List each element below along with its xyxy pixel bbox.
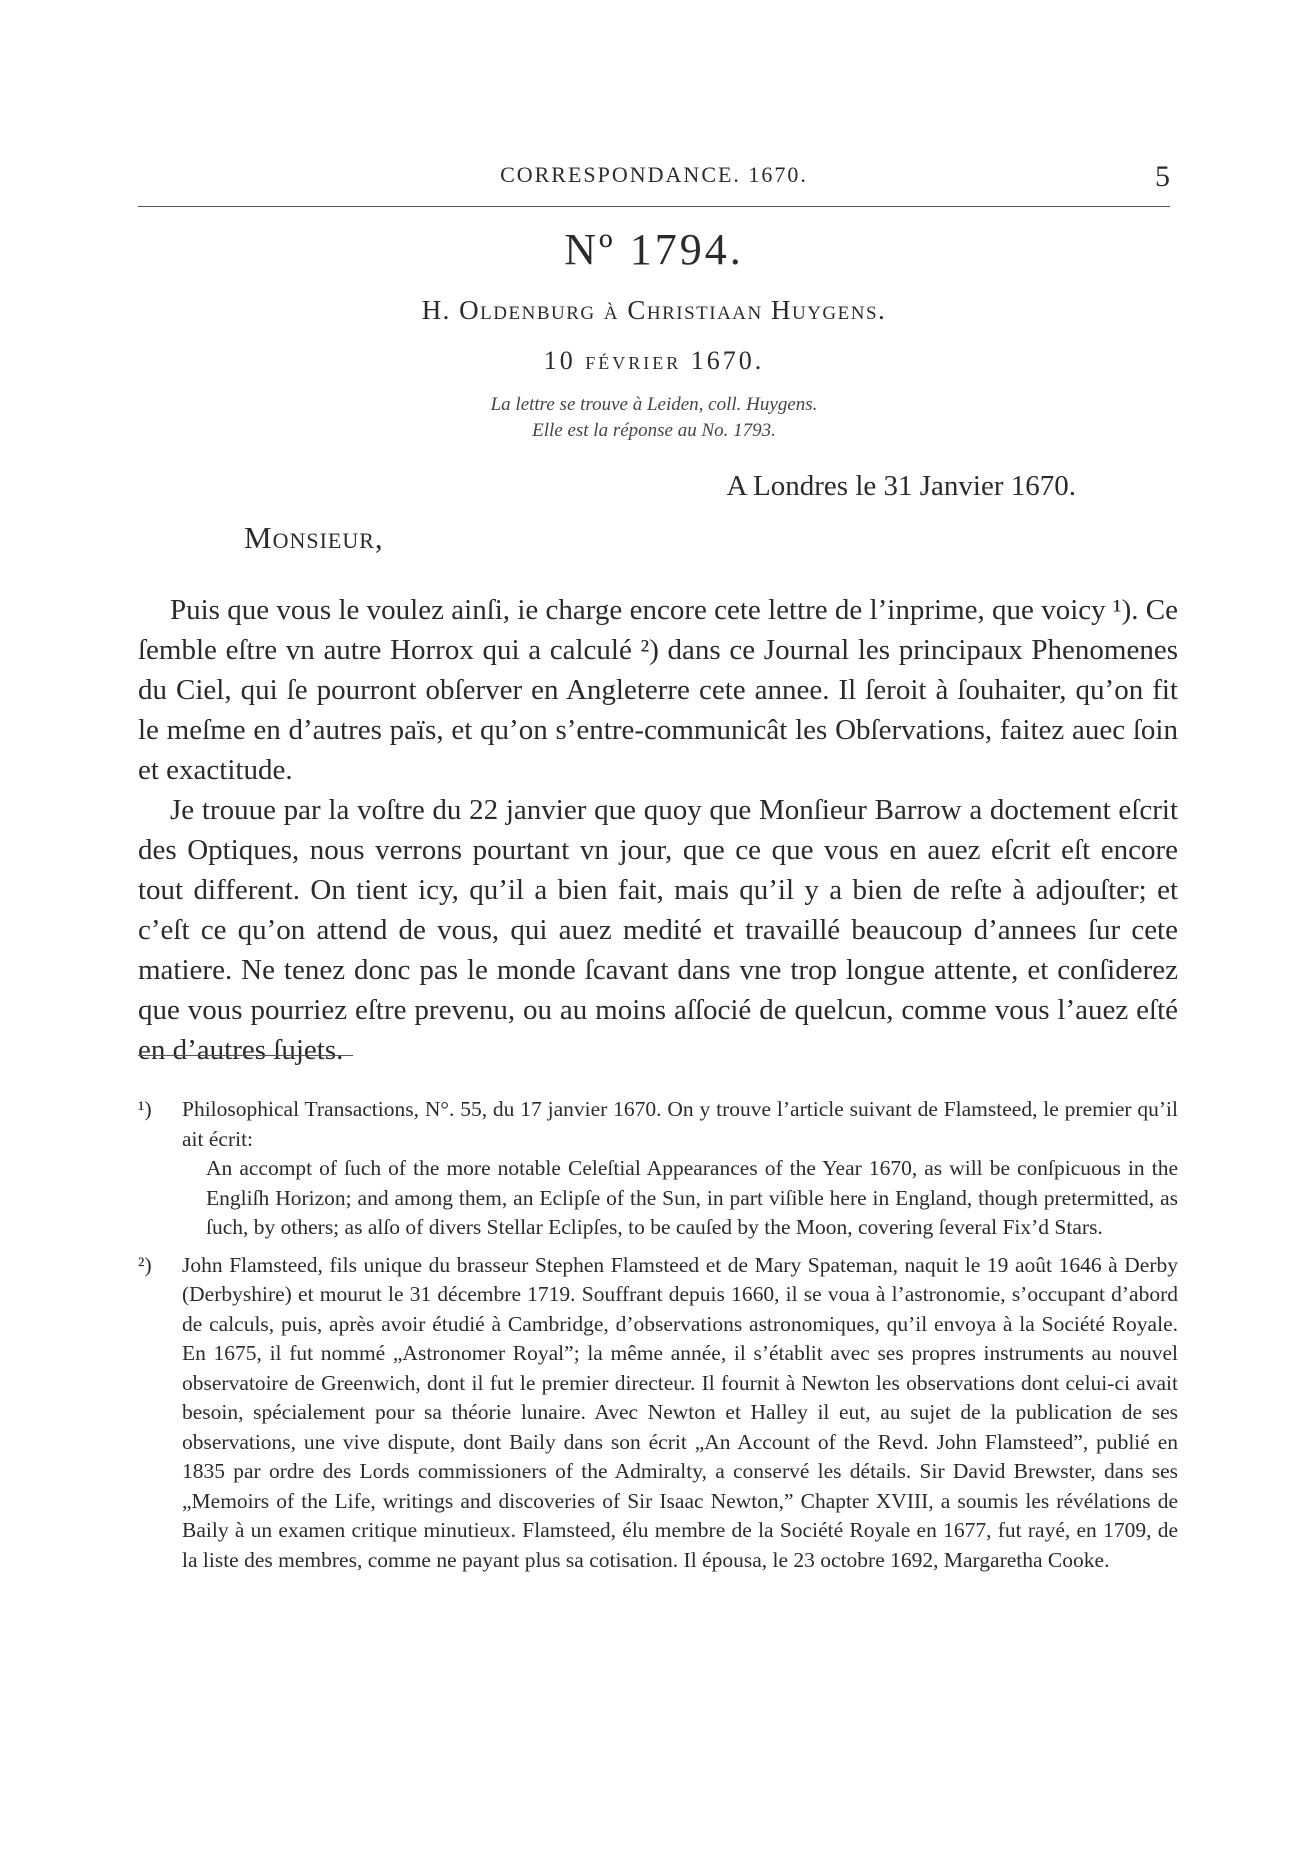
header-rule [138, 206, 1170, 207]
footnote-rule [138, 1055, 353, 1056]
running-title: CORRESPONDANCE. 1670. [500, 162, 808, 187]
source-line-2: Elle est la réponse au No. 1793. [532, 420, 776, 441]
footnote-marker: ²) [138, 1252, 152, 1277]
letter-number: Nº 1794. [564, 225, 744, 274]
page-number: 5 [1155, 160, 1170, 193]
source-line-1: La lettre se trouve à Leiden, coll. Huygens. [490, 394, 818, 415]
footnote-text: Philosophical Transactions, N°. 55, du 17 janvier 1670. On y trouve l’article suivant de Flamsteed, le premier qu’il ait écrit: [182, 1097, 1178, 1151]
footnote-1 [138, 1095, 1178, 1243]
letter-body [138, 590, 1178, 1070]
footnotes [138, 1095, 1178, 1575]
footnote-quote: An accompt of ſuch of the more notable Celeſtial Appearances of the Year 1670, as will be conſpicuous in the Engliſh Horizon; and among them, an Eclipſe of the Sun, in part viſible here in England, though pretermitted, as ſuch, by others; as alſo of divers Stellar Eclipſes, to be cauſed by the Moon, covering ſeveral Fix’d Stars. [206, 1156, 1178, 1239]
place-date: A Londres le 31 Janvier 1670. [726, 470, 1076, 502]
footnote-marker: ¹) [138, 1097, 152, 1121]
salutation: Monsieur, [244, 520, 384, 555]
letter-date: 10 février 1670. [543, 346, 765, 375]
footnote-2 [138, 1251, 1178, 1576]
footnote-text: John Flamsteed, fils unique du brasseur Stephen Flamsteed et de Mary Spateman, naquit le 19 août 1646 à Derby (Derbyshire) et mourut le 31 décembre 1719. Souffrant depuis 1660, il se voua à l’astronomie, s’occupant d’abord de calculs, puis, après avoir étudié à Cambridge, d’observations astronomiques, qu’il envoya à la Société Royale. En 1675, il fut nommé „Astronomer Royal”; la même année, il s’établit avec ses propres instruments au nouvel observatoire de Greenwich, dont il fut le premier directeur. Il fournit à Newton les observations dont celui-ci avait besoin, spécialement pour sa théorie lunaire. Avec Newton et Halley il eut, au sujet de la publication de ses observations, une vive dispute, dont Baily dans son écrit „An Account of the Revd. John Flamsteed”, publié en 1835 par ordre des Lords commissioners of the Admiralty, a conservé les détails. Sir David Brewster, dans ses „Memoirs of the Life, writings and discoveries of Sir Isaac Newton,” Chapter XVIII, a soumis les révélations de Baily à un examen critique minutieux. Flamsteed, élu membre de la Société Royale en 1677, fut rayé, en 1709, de la liste des membres, comme ne payant plus sa cotisation. Il épousa, le 23 octobre 1692, Margaretha Cooke. [182, 1252, 1178, 1572]
body-paragraph: Je trouue par la voſtre du 22 janvier que quoy que Monſieur Barrow a doctement eſcrit des Optiques, nous verrons pourtant vn jour, que ce que vous en auez eſcrit eſt encore tout different. On tient icy, qu’il a bien fait, mais qu’il y a bien de reſte à adjouſter; et c’eſt ce qu’on attend de vous, qui auez medité et travaillé beaucoup d’annees ſur cete matiere. Ne tenez donc pas le monde ſcavant dans vne trop longue attente, et conſiderez que vous pourriez eſtre prevenu, ou au moins aſſocié de quelcun, comme vous l’auez eſté en d’autres ſujets. [138, 794, 1178, 1066]
source-note [0, 392, 1308, 444]
running-head [138, 160, 1170, 200]
body-paragraph: Puis que vous le voulez ainſi, ie charge encore cete lettre de l’inprime, que voicy ¹). Ce ſemble eſtre vn autre Horrox qui a calculé ²) dans ce Journal les principaux Phenomenes du Ciel, qui ſe pourront obſerver en Angleterre cete annee. Il ſeroit à ſouhaiter, qu’on fit le meſme en d’autres païs, et qu’on s’entre-communicât les Obſervations, faitez auec ſoin et exactitude. [138, 594, 1178, 786]
letter-title: H. Oldenburg à Christiaan Huygens. [421, 295, 887, 325]
